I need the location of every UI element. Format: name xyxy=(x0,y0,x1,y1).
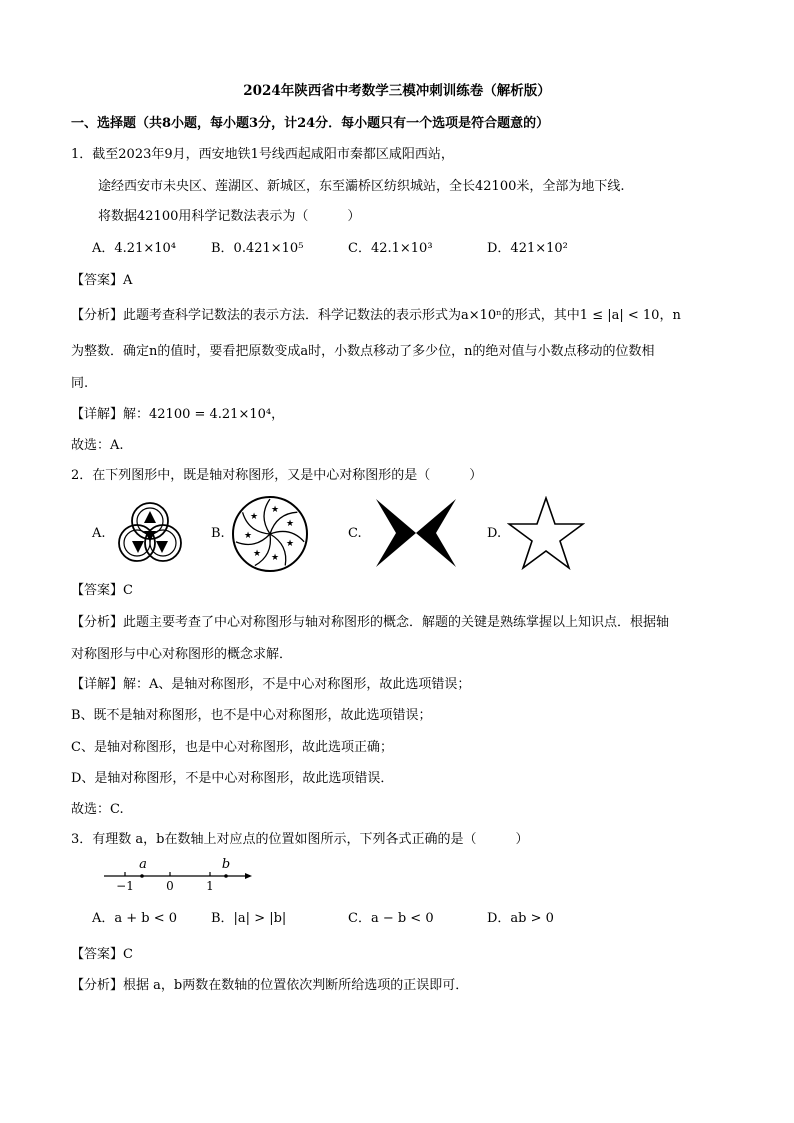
q1-answer: 【答案】A xyxy=(71,273,133,288)
q2-option-b-label: B. xyxy=(211,526,225,541)
q3-option-c: C．a − b < 0 xyxy=(348,911,434,926)
svg-text:★: ★ xyxy=(270,505,280,515)
q3-option-b: B．|a| > |b| xyxy=(211,911,287,926)
q3-option-d: D．ab > 0 xyxy=(487,911,554,926)
number-line-tick-minus-one: −1 xyxy=(116,879,134,893)
q1-analysis-line1: 【分析】此题考查科学记数法的表示方法．科学记数法的表示形式为a×10ⁿ的形式，其中1 ≤ |a| < 10，n xyxy=(71,308,681,323)
q2-conclusion: 故选：C. xyxy=(71,802,124,817)
q2-detail-line1: 【详解】解：A、是轴对称图形，不是中心对称图形，故此选项错误； xyxy=(71,677,471,692)
svg-text:★: ★ xyxy=(285,519,295,529)
q1-analysis-line2: 为整数．确定n的值时，要看把原数变成a时，小数点移动了多少位，n的绝对值与小数点移动的位数相 xyxy=(71,344,655,359)
q2-analysis-line1: 【分析】此题主要考查了中心对称图形与轴对称图形的概念．解题的关键是熟练掌握以上知识点．根据轴 xyxy=(71,615,670,630)
q3-stem: 3．有理数 a，b在数轴上对应点的位置如图所示，下列各式正确的是（ ） xyxy=(71,832,529,847)
q1-option-b: B．0.421×10⁵ xyxy=(211,241,304,256)
star-figure xyxy=(507,496,585,570)
number-line-label-a: a xyxy=(139,857,147,872)
number-line-label-b: b xyxy=(221,857,231,872)
q1-option-d: D．421×10² xyxy=(487,241,568,256)
page-title: 2024年陕西省中考数学三模冲刺训练卷（解析版） xyxy=(243,83,551,99)
trefoil-figure xyxy=(112,497,188,573)
q1-conclusion: 故选：A. xyxy=(71,438,124,453)
q1-option-a: A．4.21×10⁴ xyxy=(92,241,176,256)
q2-detail-line4: D、是轴对称图形，不是中心对称图形，故此选项错误． xyxy=(71,771,394,786)
q1-detail: 【详解】解：42100 = 4.21×10⁴， xyxy=(71,407,285,422)
q2-option-d-label: D. xyxy=(487,526,502,541)
q2-stem: 2．在下列图形中，既是轴对称图形，又是中心对称图形的是（ ） xyxy=(71,468,483,483)
q2-analysis-line2: 对称图形与中心对称图形的概念求解． xyxy=(71,647,293,662)
q2-detail-line2: B、既不是轴对称图形，也不是中心对称图形，故此选项错误； xyxy=(71,708,432,723)
q1-stem-line3: 将数据42100用科学记数法表示为（ ） xyxy=(98,209,361,224)
q3-answer: 【答案】C xyxy=(71,947,133,962)
q2-detail-line3: C、是轴对称图形，也是中心对称图形，故此选项正确； xyxy=(71,740,393,755)
q1-analysis-line3: 同. xyxy=(71,376,89,391)
number-line-tick-one: 1 xyxy=(206,879,214,893)
q1-stem-line1: 1．截至2023年9月，西安地铁1号线西起咸阳市秦都区咸阳西站， xyxy=(71,147,454,162)
q3-option-a: A．a + b < 0 xyxy=(92,911,178,926)
q1-stem-line2: 途经西安市未央区、莲湖区、新城区，东至灞桥区纺织城站，全长42100米，全部为地下线. xyxy=(98,179,625,194)
number-line-tick-zero: 0 xyxy=(166,879,174,893)
svg-text:★: ★ xyxy=(270,553,280,563)
svg-text:★: ★ xyxy=(249,512,259,522)
q2-answer: 【答案】C xyxy=(71,583,133,598)
q1-option-c: C．42.1×10³ xyxy=(348,241,433,256)
q2-option-c-label: C. xyxy=(348,526,362,541)
number-line xyxy=(100,855,260,893)
q2-option-a-label: A. xyxy=(92,526,106,541)
bowtie-figure xyxy=(374,497,458,569)
svg-text:★: ★ xyxy=(252,549,262,559)
svg-text:★: ★ xyxy=(285,539,295,549)
section-header: 一、选择题（共8小题，每小题3分，计24分．每小题只有一个选项是符合题意的） xyxy=(71,116,550,131)
q3-analysis: 【分析】根据 a，b两数在数轴的位置依次判断所给选项的正误即可． xyxy=(71,978,469,993)
pinwheel-figure xyxy=(230,494,310,574)
svg-text:★: ★ xyxy=(243,531,253,541)
